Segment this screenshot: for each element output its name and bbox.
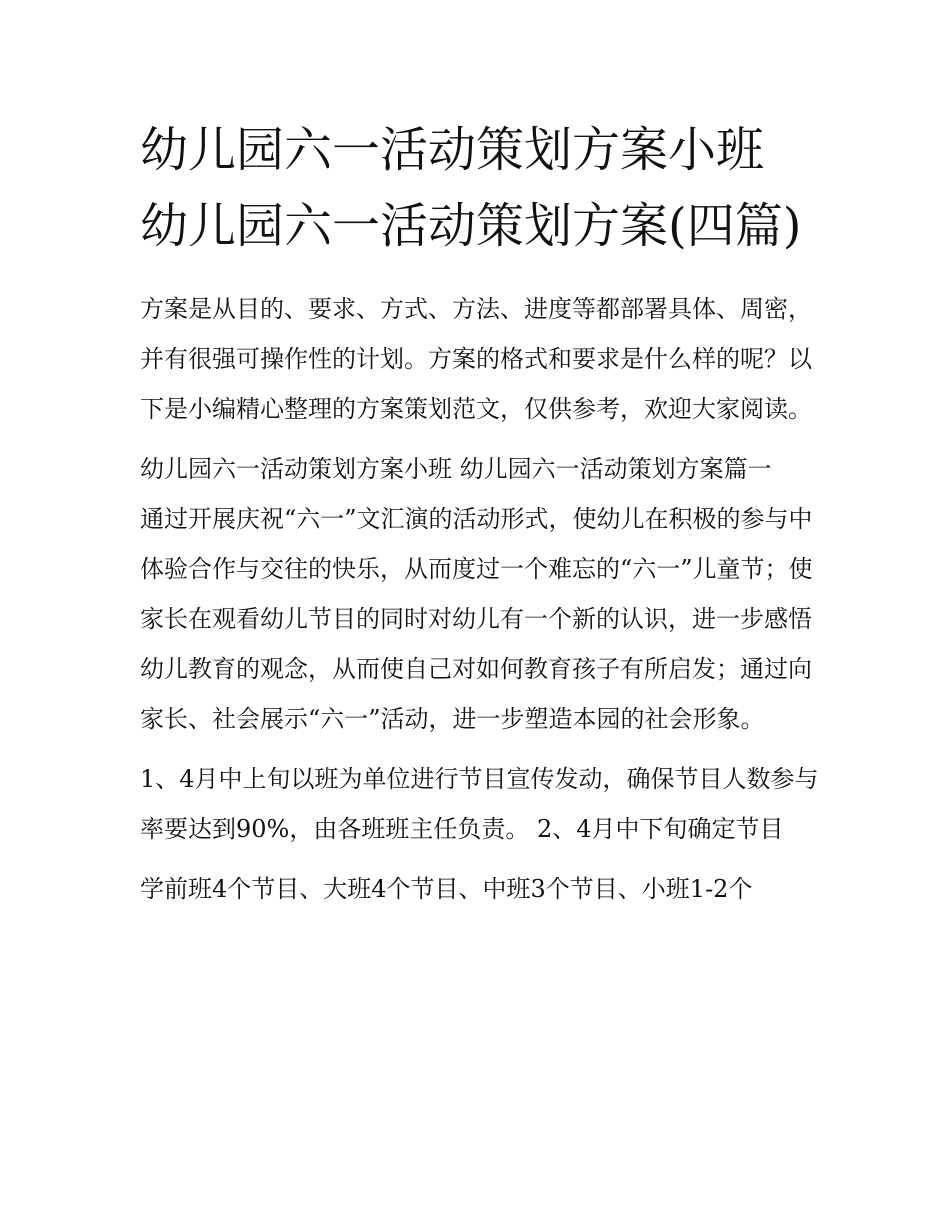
intro-paragraph: 方案是从目的、要求、方式、方法、进度等都部署具体、周密，并有很强可操作性的计划。方案的格式和要求是什么样的呢？以下是小编精心整理的方案策划范文，仅供参考，欢迎大家阅读。: [140, 295, 812, 423]
section-heading: 幼儿园六一活动策划方案小班 幼儿园六一活动策划方案篇一: [140, 455, 772, 483]
document-content: [140, 112, 820, 924]
program-count-paragraph: 学前班4个节目、大班4个节目、中班3个节目、小班1-2个: [140, 875, 753, 903]
document-title: 幼儿园六一活动策划方案小班 幼儿园六一活动策划方案(四篇): [140, 122, 802, 254]
purpose-paragraph: 通过开展庆祝“六一”文汇演的活动形式，使幼儿在积极的参与中体验合作与交往的快乐，从而度过一个难忘的“六一”儿童节；使家长在观看幼儿节目的同时对幼儿有一个新的认识，进一步感悟幼儿教育的观念，从而使自己对如何教育孩子有所启发；通过向家长、社会展示“六一”活动，进一步塑造本园的社会形象。: [140, 505, 813, 733]
schedule-paragraph: 1、4月中上旬以班为单位进行节目宣传发动，确保节目人数参与率要达到90%，由各班班主任负责。 2、4月中下旬确定节目: [140, 765, 819, 843]
